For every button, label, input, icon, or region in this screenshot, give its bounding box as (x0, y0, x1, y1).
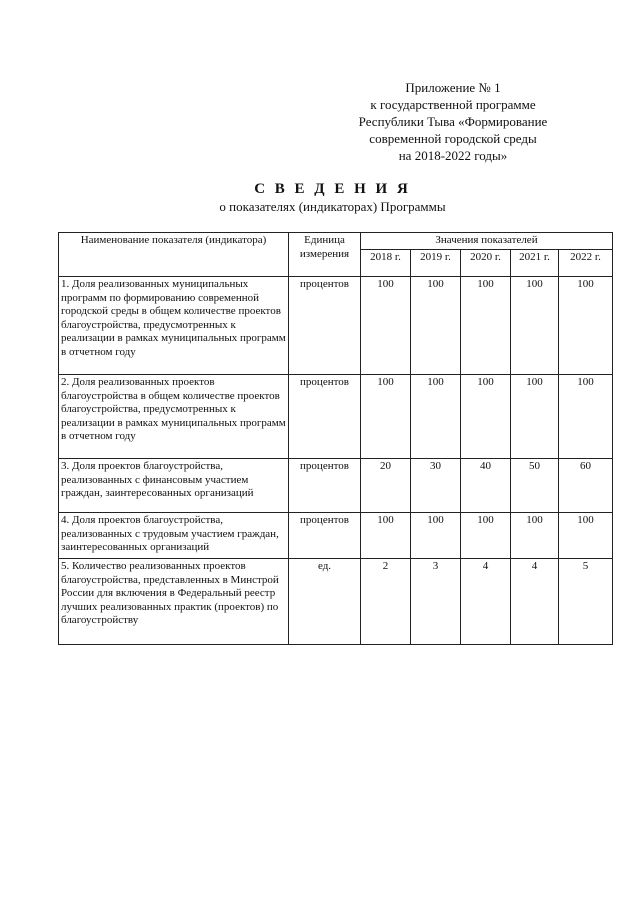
indicator-unit: процентов (289, 513, 361, 559)
indicator-name: 3. Доля проектов благоустройства, реализованных с финансовым участием граждан, заинтересованных организаций (59, 459, 289, 513)
table-row (59, 277, 613, 375)
indicator-value: 100 (361, 277, 411, 375)
column-header-name: Наименование показателя (индикатора) (59, 233, 289, 277)
indicator-value: 4 (461, 559, 511, 645)
indicator-unit: ед. (289, 559, 361, 645)
document-heading (0, 180, 640, 215)
indicator-unit: процентов (289, 375, 361, 459)
indicator-value: 100 (361, 375, 411, 459)
indicator-value: 100 (461, 513, 511, 559)
indicator-name: 5. Количество реализованных проектов благоустройства, представленных в Минстрой России для включения в Федеральный реестр лучших реализованных практик (проектов) по благоустройству (59, 559, 289, 645)
indicator-value: 100 (559, 513, 613, 559)
indicator-value: 100 (511, 277, 559, 375)
column-header-unit-line: Единица (304, 234, 345, 246)
indicators-table (58, 232, 613, 645)
indicator-name: 4. Доля проектов благоустройства, реализованных с трудовым участием граждан, заинтересованных организаций (59, 513, 289, 559)
indicator-value: 3 (411, 559, 461, 645)
appendix-line: Республики Тыва «Формирование (358, 114, 548, 129)
year-header: 2021 г. (511, 250, 559, 277)
table-row (59, 513, 613, 559)
appendix-line: на 2018-2022 годы» (398, 148, 508, 163)
table-row (59, 375, 613, 459)
indicator-unit: процентов (289, 277, 361, 375)
document-subtitle: о показателях (индикаторах) Программы (219, 199, 446, 214)
appendix-line: к государственной программе (370, 97, 536, 112)
table-header-row (59, 233, 613, 250)
indicator-name: 1. Доля реализованных муниципальных программ по формированию современной городской среды в общем количестве проектов благоустройства, предусмотренных к реализации в рамках муниципальных программ в отчетном году (59, 277, 289, 375)
year-header: 2022 г. (559, 250, 613, 277)
appendix-line: современной городской среды (369, 131, 537, 146)
indicator-value: 50 (511, 459, 559, 513)
indicator-value: 100 (559, 277, 613, 375)
indicator-value: 5 (559, 559, 613, 645)
indicator-value: 100 (461, 277, 511, 375)
indicator-value: 40 (461, 459, 511, 513)
indicator-value: 100 (411, 375, 461, 459)
table-row (59, 559, 613, 645)
year-header: 2020 г. (461, 250, 511, 277)
indicator-value: 100 (361, 513, 411, 559)
column-header-unit (289, 233, 361, 277)
indicator-value: 100 (511, 375, 559, 459)
column-header-values: Значения показателей (361, 233, 613, 250)
appendix-line: Приложение № 1 (405, 80, 501, 95)
indicator-value: 100 (559, 375, 613, 459)
indicator-value: 60 (559, 459, 613, 513)
indicator-value: 2 (361, 559, 411, 645)
indicator-unit: процентов (289, 459, 361, 513)
year-header: 2019 г. (411, 250, 461, 277)
column-header-unit-line: измерения (299, 247, 350, 260)
year-header: 2018 г. (361, 250, 411, 277)
indicator-value: 20 (361, 459, 411, 513)
indicator-name: 2. Доля реализованных проектов благоустройства в общем количестве проектов благоустройства, предусмотренных к реализации в рамках муниципальных программ в отчетном году (59, 375, 289, 459)
document-title: С В Е Д Е Н И Я (254, 181, 411, 197)
indicator-value: 30 (411, 459, 461, 513)
table-row (59, 459, 613, 513)
indicator-value: 4 (511, 559, 559, 645)
indicator-value: 100 (411, 277, 461, 375)
indicator-value: 100 (511, 513, 559, 559)
indicator-value: 100 (411, 513, 461, 559)
indicator-value: 100 (461, 375, 511, 459)
appendix-block (323, 79, 583, 164)
